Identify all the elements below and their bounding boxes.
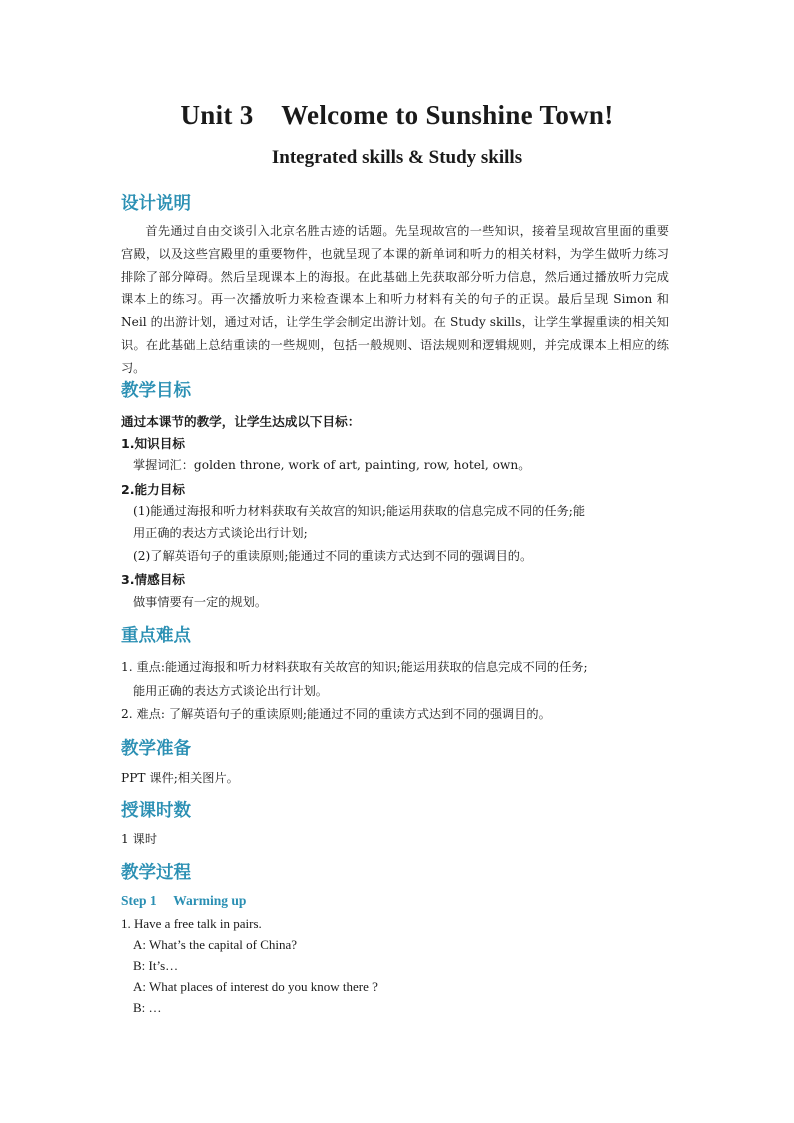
- process-line-3: B: It’s…: [133, 958, 179, 973]
- heading-preparation: 教学准备: [121, 739, 191, 759]
- heading-key-points: 重点难点: [121, 626, 191, 646]
- heading-teaching-process: 教学过程: [121, 863, 191, 883]
- class-hours-text: 1 课时: [121, 832, 158, 846]
- document-title: Unit 3 Welcome to Sunshine Town!: [180, 100, 614, 130]
- document-subtitle: Integrated skills & Study skills: [271, 147, 523, 168]
- knowledge-objective-text: 掌握词汇：golden throne, work of art, painting, row, hotel, own。: [133, 458, 531, 472]
- ability-objective-line-2: 用正确的表达方式谈论出行计划;: [133, 526, 308, 540]
- process-line-5: B: …: [133, 1000, 162, 1015]
- process-line-2: A: What’s the capital of China?: [133, 937, 298, 952]
- heading-design-notes: 设计说明: [121, 194, 191, 214]
- step-1-title: Step 1 Warming up: [121, 893, 247, 908]
- emotion-objective-title: 3.情感目标: [121, 572, 185, 587]
- key-point-line-1: 1. 重点:能通过海报和听力材料获取有关故宫的知识;能运用获取的信息完成不同的任务;: [121, 660, 588, 674]
- preparation-text: PPT 课件;相关图片。: [121, 771, 239, 785]
- key-point-line-2: 能用正确的表达方式谈论出行计划。: [133, 684, 328, 698]
- process-line-4: A: What places of interest do you know there ?: [133, 979, 378, 994]
- difficult-point-line: 2. 难点: 了解英语句子的重读原则;能通过不同的重读方式达到不同的强调目的。: [121, 707, 551, 721]
- heading-class-hours: 授课时数: [121, 801, 191, 821]
- process-line-1: 1. Have a free talk in pairs.: [121, 916, 262, 931]
- design-paragraph: 首先通过自由交谈引入北京名胜古迹的话题。先呈现故宫的一些知识，接着呈现故宫里面的重要宫殿，以及这些宫殿里的重要物件，也就呈现了本课的新单词和听力的相关材料，为学生做听力练习排除了部分障碍。然后呈现课本上的海报。在此基础上先获取部分听力信息，然后通过播放听力完成课本上的练习。再一次播放听力来检查课本上和听力材料有关的句子的正误。最后呈现 Simon 和 Neil 的出游计划，通过对话，让学生学会制定出游计划。在 Study skills，让学生掌握重读的相关知识。在此基础上总结重读的一些规则，包括一般规则、语法规则和逻辑规则，并完成课本上相应的练习。: [121, 224, 669, 375]
- heading-objectives: 教学目标: [121, 381, 191, 401]
- knowledge-objective-title: 1.知识目标: [121, 436, 185, 451]
- objectives-intro: 通过本课节的教学，让学生达成以下目标：: [121, 414, 361, 429]
- ability-objective-line-3: (2)了解英语句子的重读原则;能通过不同的重读方式达到不同的强调目的。: [133, 549, 533, 563]
- emotion-objective-text: 做事情要有一定的规划。: [133, 595, 268, 609]
- ability-objective-title: 2.能力目标: [121, 482, 185, 497]
- ability-objective-line-1: (1)能通过海报和听力材料获取有关故宫的知识;能运用获取的信息完成不同的任务;能: [133, 504, 586, 518]
